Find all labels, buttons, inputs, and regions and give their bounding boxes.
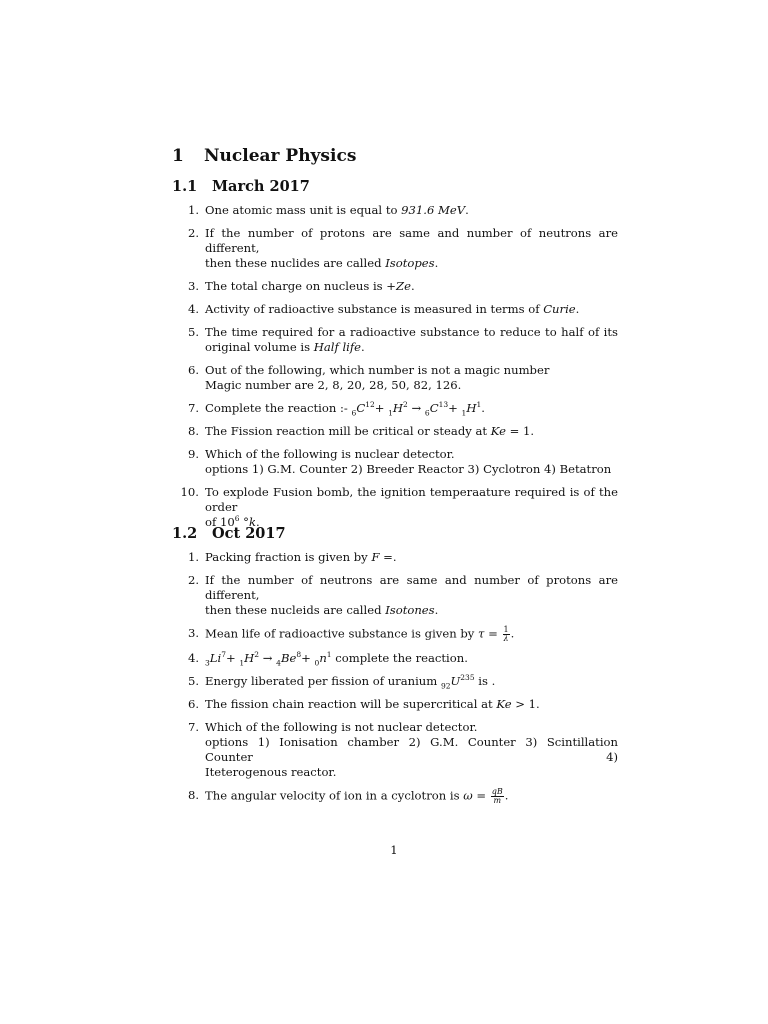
list-item: 5. The time required for a radioactive substance to reduce to half of its original volume is Half life. xyxy=(187,325,618,354)
list-item: 9. Which of the following is nuclear detector. options 1) G.M. Counter 2) Breeder Reactor 3) Cyclotron 4) Betatron xyxy=(187,447,612,476)
section-number: 1.1 xyxy=(172,178,198,195)
list-item: 1. One atomic mass unit is equal to 931.6 MeV. xyxy=(187,203,469,217)
section-heading-march-2017 xyxy=(172,178,310,195)
list-item: 10. To explode Fusion bomb, the ignition temperaature required is of the order of $10^6$ °k. xyxy=(180,485,618,529)
section-heading-oct-2017: 1.2 Oct 2017 xyxy=(172,525,286,542)
list-item: 2. If the number of protons are same and number of neutrons are different, then these nuclides are called Isotopes. xyxy=(187,226,618,270)
list-item: 2. If the number of neutrons are same and number of protons are different, then these nucleids are called Isotones. xyxy=(187,573,618,617)
list-item: 3. The total charge on nucleus is +Ze. xyxy=(187,279,415,293)
chapter-heading xyxy=(172,146,356,166)
list-item: 1. Packing fraction is given by F =. xyxy=(187,550,397,564)
reaction-equation: Complete the reaction :- $_6C^{12}+ _1H^2 \to _6C^{13}+ _1H^1$. xyxy=(205,400,485,418)
chapter-title: Nuclear Physics xyxy=(204,146,357,166)
list-item: 7. Complete the reaction :- $_6C^{12}+ _1H^2 \to _6C^{13}+ _1H^1$. xyxy=(172,401,618,416)
list-item: 4. Activity of radioactive substance is measured in terms of Curie. xyxy=(187,302,580,316)
question-list-march-2017 xyxy=(172,203,618,538)
list-item: 8. The Fission reaction mill be critical or steady at Ke = 1. xyxy=(187,424,535,438)
question-list-oct-2017 xyxy=(172,550,618,813)
list-item: 4. $_3Li^7+ _1H^2 \to _4Be^8+ _0n^1$ complete the reaction. xyxy=(172,651,618,666)
list-item: 3. Mean life of radioactive substance is given by τ = $\frac{1}{\lambda}$ . xyxy=(187,625,515,643)
list-item: 5. Energy liberated per fission of uranium $_{92}U^{235}$ is . xyxy=(187,673,496,691)
fraction-one-over-lambda: $\frac{1}{\lambda}$ xyxy=(503,625,509,643)
list-item: 8. The angular velocity of ion in a cyclotron is ω = $\frac{qB}{m}$ . xyxy=(187,787,509,805)
list-item: 6. The fission chain reaction will be supercritical at Ke > 1. xyxy=(187,697,540,711)
chapter-number: 1 xyxy=(172,146,184,166)
list-item: 7. Which of the following is not nuclear detector. options 1) Ionisation chamber 2) G.M. Counter 3) Scintillation Counter 4) Iteterogenous reactor. xyxy=(187,720,618,779)
page-number: 1 xyxy=(390,843,398,857)
list-item: 6. Out of the following, which number is not a magic number Magic number are 2, 8, 20, 28, 50, 82, 126. xyxy=(187,363,550,392)
fraction-qb-over-m: $\frac{qB}{m}$ xyxy=(491,787,503,805)
section-title: March 2017 xyxy=(212,178,310,195)
reaction-equation: $_3Li^7+ _1H^2 \to _4Be^8+ _0n^1$ complete the reaction. xyxy=(205,650,468,668)
